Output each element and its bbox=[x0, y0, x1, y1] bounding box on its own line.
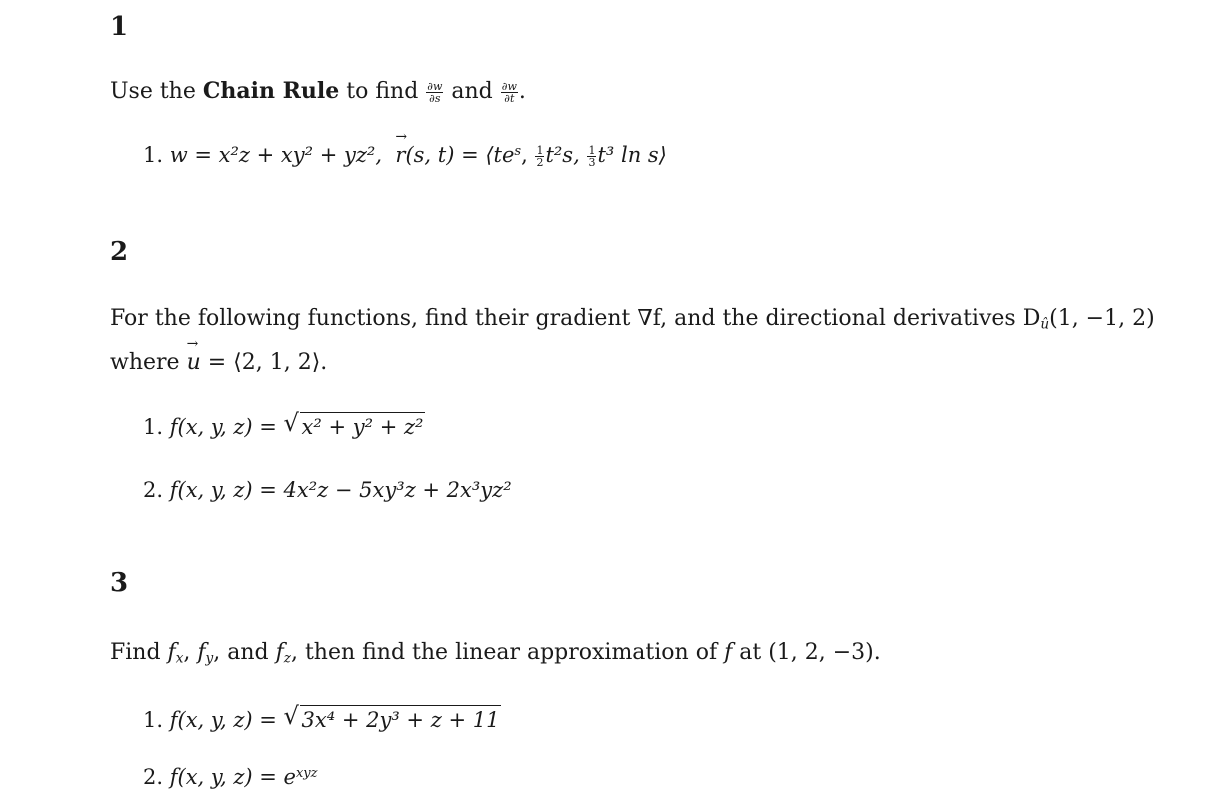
comma: , bbox=[183, 640, 198, 665]
prompt-text: For the following functions, find their gradient ∇f, and the directional derivatives D bbox=[110, 306, 1041, 331]
partial-fy: f bbox=[197, 640, 206, 665]
function-lhs: f(x, y, z) = bbox=[169, 415, 277, 439]
subscript-x: x bbox=[175, 650, 184, 667]
exp-s: s bbox=[514, 143, 522, 159]
function-lhs: f(x, y, z) = bbox=[169, 708, 277, 732]
section-3-prompt bbox=[110, 640, 881, 665]
t2s-term: t²s, bbox=[545, 143, 587, 167]
partial-w-s-fraction: $\frac{\partial w}{\partial s}$ bbox=[427, 79, 443, 105]
item-label: 1. bbox=[143, 143, 164, 167]
vector-value: = ⟨2, 1, 2⟩. bbox=[207, 350, 328, 375]
third-fraction: $\frac{1}{3}$ bbox=[588, 144, 596, 169]
section-2-prompt-line-1 bbox=[110, 306, 1155, 331]
vector-r: → r bbox=[395, 143, 405, 167]
section-number: 3 bbox=[110, 568, 129, 598]
partial-fx: f bbox=[167, 640, 176, 665]
t3-ln-term: t³ ln s⟩ bbox=[597, 143, 667, 167]
w-expression: w = x²z + xy² + yz², bbox=[169, 143, 383, 167]
function-expression: f(x, y, z) = 4x²z − 5xy³z + 2x³yz² bbox=[169, 478, 512, 502]
section-2-item-2 bbox=[143, 478, 512, 502]
prompt-text: to find bbox=[339, 79, 419, 104]
section-1-item-1 bbox=[143, 143, 667, 168]
prompt-text: Use the bbox=[110, 79, 203, 104]
section-2-item-1 bbox=[143, 409, 425, 439]
point-coordinates: (1, −1, 2) bbox=[1049, 306, 1155, 331]
function-f: f bbox=[724, 640, 733, 665]
item-label: 1. bbox=[143, 415, 164, 439]
prompt-text: and bbox=[451, 79, 493, 104]
prompt-text: , and bbox=[213, 640, 276, 665]
item-label: 2. bbox=[143, 478, 164, 502]
subscript-y: y bbox=[205, 650, 214, 667]
comma: , bbox=[521, 143, 535, 167]
section-1-prompt bbox=[110, 78, 526, 104]
prompt-text: where bbox=[110, 350, 180, 375]
r-args: (s, t) = ⟨te bbox=[405, 143, 515, 167]
prompt-period: . bbox=[518, 79, 526, 104]
prompt-text: at (1, 2, −3). bbox=[732, 640, 881, 665]
section-3-item-2 bbox=[143, 765, 318, 789]
prompt-text: Find bbox=[110, 640, 168, 665]
partial-fz: f bbox=[275, 640, 284, 665]
square-root: √ 3x⁴ + 2y³ + z + 11 bbox=[283, 702, 500, 732]
exponent: xyz bbox=[295, 765, 318, 781]
item-label: 1. bbox=[143, 708, 164, 732]
partial-w-t-fraction: $\frac{\partial w}{\partial t}$ bbox=[501, 79, 517, 105]
prompt-bold-term: Chain Rule bbox=[202, 78, 340, 104]
subscript-z: z bbox=[283, 650, 291, 667]
half-fraction: $\frac{1}{2}$ bbox=[536, 144, 544, 169]
prompt-text: , then find the linear approximation of bbox=[290, 640, 725, 665]
function-lhs: f(x, y, z) = e bbox=[169, 765, 296, 789]
square-root: √ x² + y² + z² bbox=[283, 409, 424, 439]
section-number: 1 bbox=[110, 12, 129, 42]
item-label: 2. bbox=[143, 765, 164, 789]
section-number: 2 bbox=[110, 237, 129, 267]
section-3-item-1 bbox=[143, 702, 501, 732]
direction-subscript: û bbox=[1040, 316, 1050, 333]
vector-u: → u bbox=[187, 350, 201, 375]
section-2-prompt-line-2 bbox=[110, 350, 327, 375]
